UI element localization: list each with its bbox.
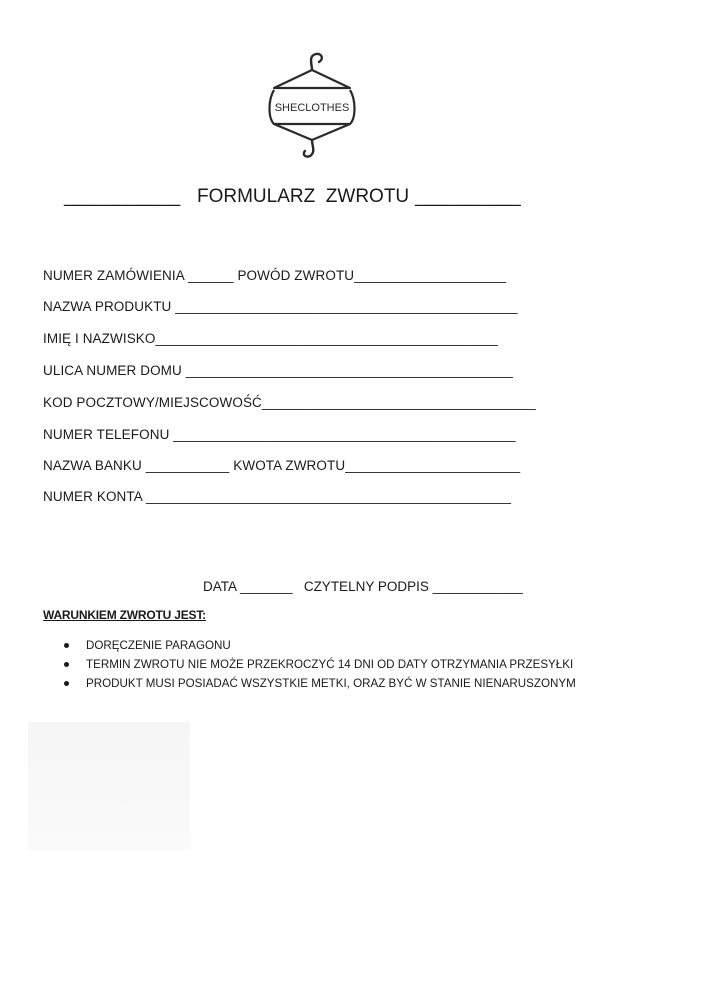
- title-left-line: ___________: [64, 186, 181, 207]
- faded-placeholder-block: [28, 722, 190, 850]
- list-item: TERMIN ZWROTU NIE MOŻE PRZEKROCZYĆ 14 DNI OD DATY OTRZYMANIA PRZESYŁKI: [64, 655, 576, 674]
- title-right-line: __________: [415, 186, 521, 207]
- field-street-number[interactable]: ULICA NUMER DOMU ___________________________________________: [43, 363, 513, 378]
- field-full-name[interactable]: IMIĘ I NAZWISKO_____________________________________________: [43, 331, 498, 346]
- field-phone-number[interactable]: NUMER TELEFONU _____________________________________________: [43, 427, 516, 442]
- sheclothes-logo: [262, 50, 362, 160]
- conditions-list: [64, 636, 576, 693]
- field-order-number-reason[interactable]: NUMER ZAMÓWIENIA ______ POWÓD ZWROTU____________________: [43, 268, 507, 283]
- title-text: FORMULARZ ZWROTU: [197, 186, 410, 207]
- bullet-icon: [64, 681, 69, 686]
- field-account-number[interactable]: NUMER KONTA ________________________________________________: [43, 489, 512, 504]
- field-postal-city[interactable]: KOD POCZTOWY/MIEJSCOWOŚĆ____________________________________: [43, 395, 536, 410]
- conditions-heading: WARUNKIEM ZWROTU JEST:: [43, 608, 206, 622]
- field-bank-name-amount[interactable]: NAZWA BANKU ___________ KWOTA ZWROTU_______________________: [43, 458, 521, 473]
- bullet-icon: [64, 643, 69, 648]
- field-product-name[interactable]: NAZWA PRODUKTU _____________________________________________: [43, 299, 518, 314]
- bullet-icon: [64, 662, 69, 667]
- list-item: PRODUKT MUSI POSIADAĆ WSZYSTKIE METKI, ORAZ BYĆ W STANIE NIENARUSZONYM: [64, 674, 576, 693]
- logo-text: SHECLOTHES: [274, 102, 350, 114]
- date-signature-line[interactable]: DATA _______ CZYTELNY PODPIS ____________: [203, 579, 523, 594]
- form-title: [0, 186, 707, 274]
- list-item: DORĘCZENIE PARAGONU: [64, 636, 576, 655]
- hanger-icon: [262, 50, 362, 160]
